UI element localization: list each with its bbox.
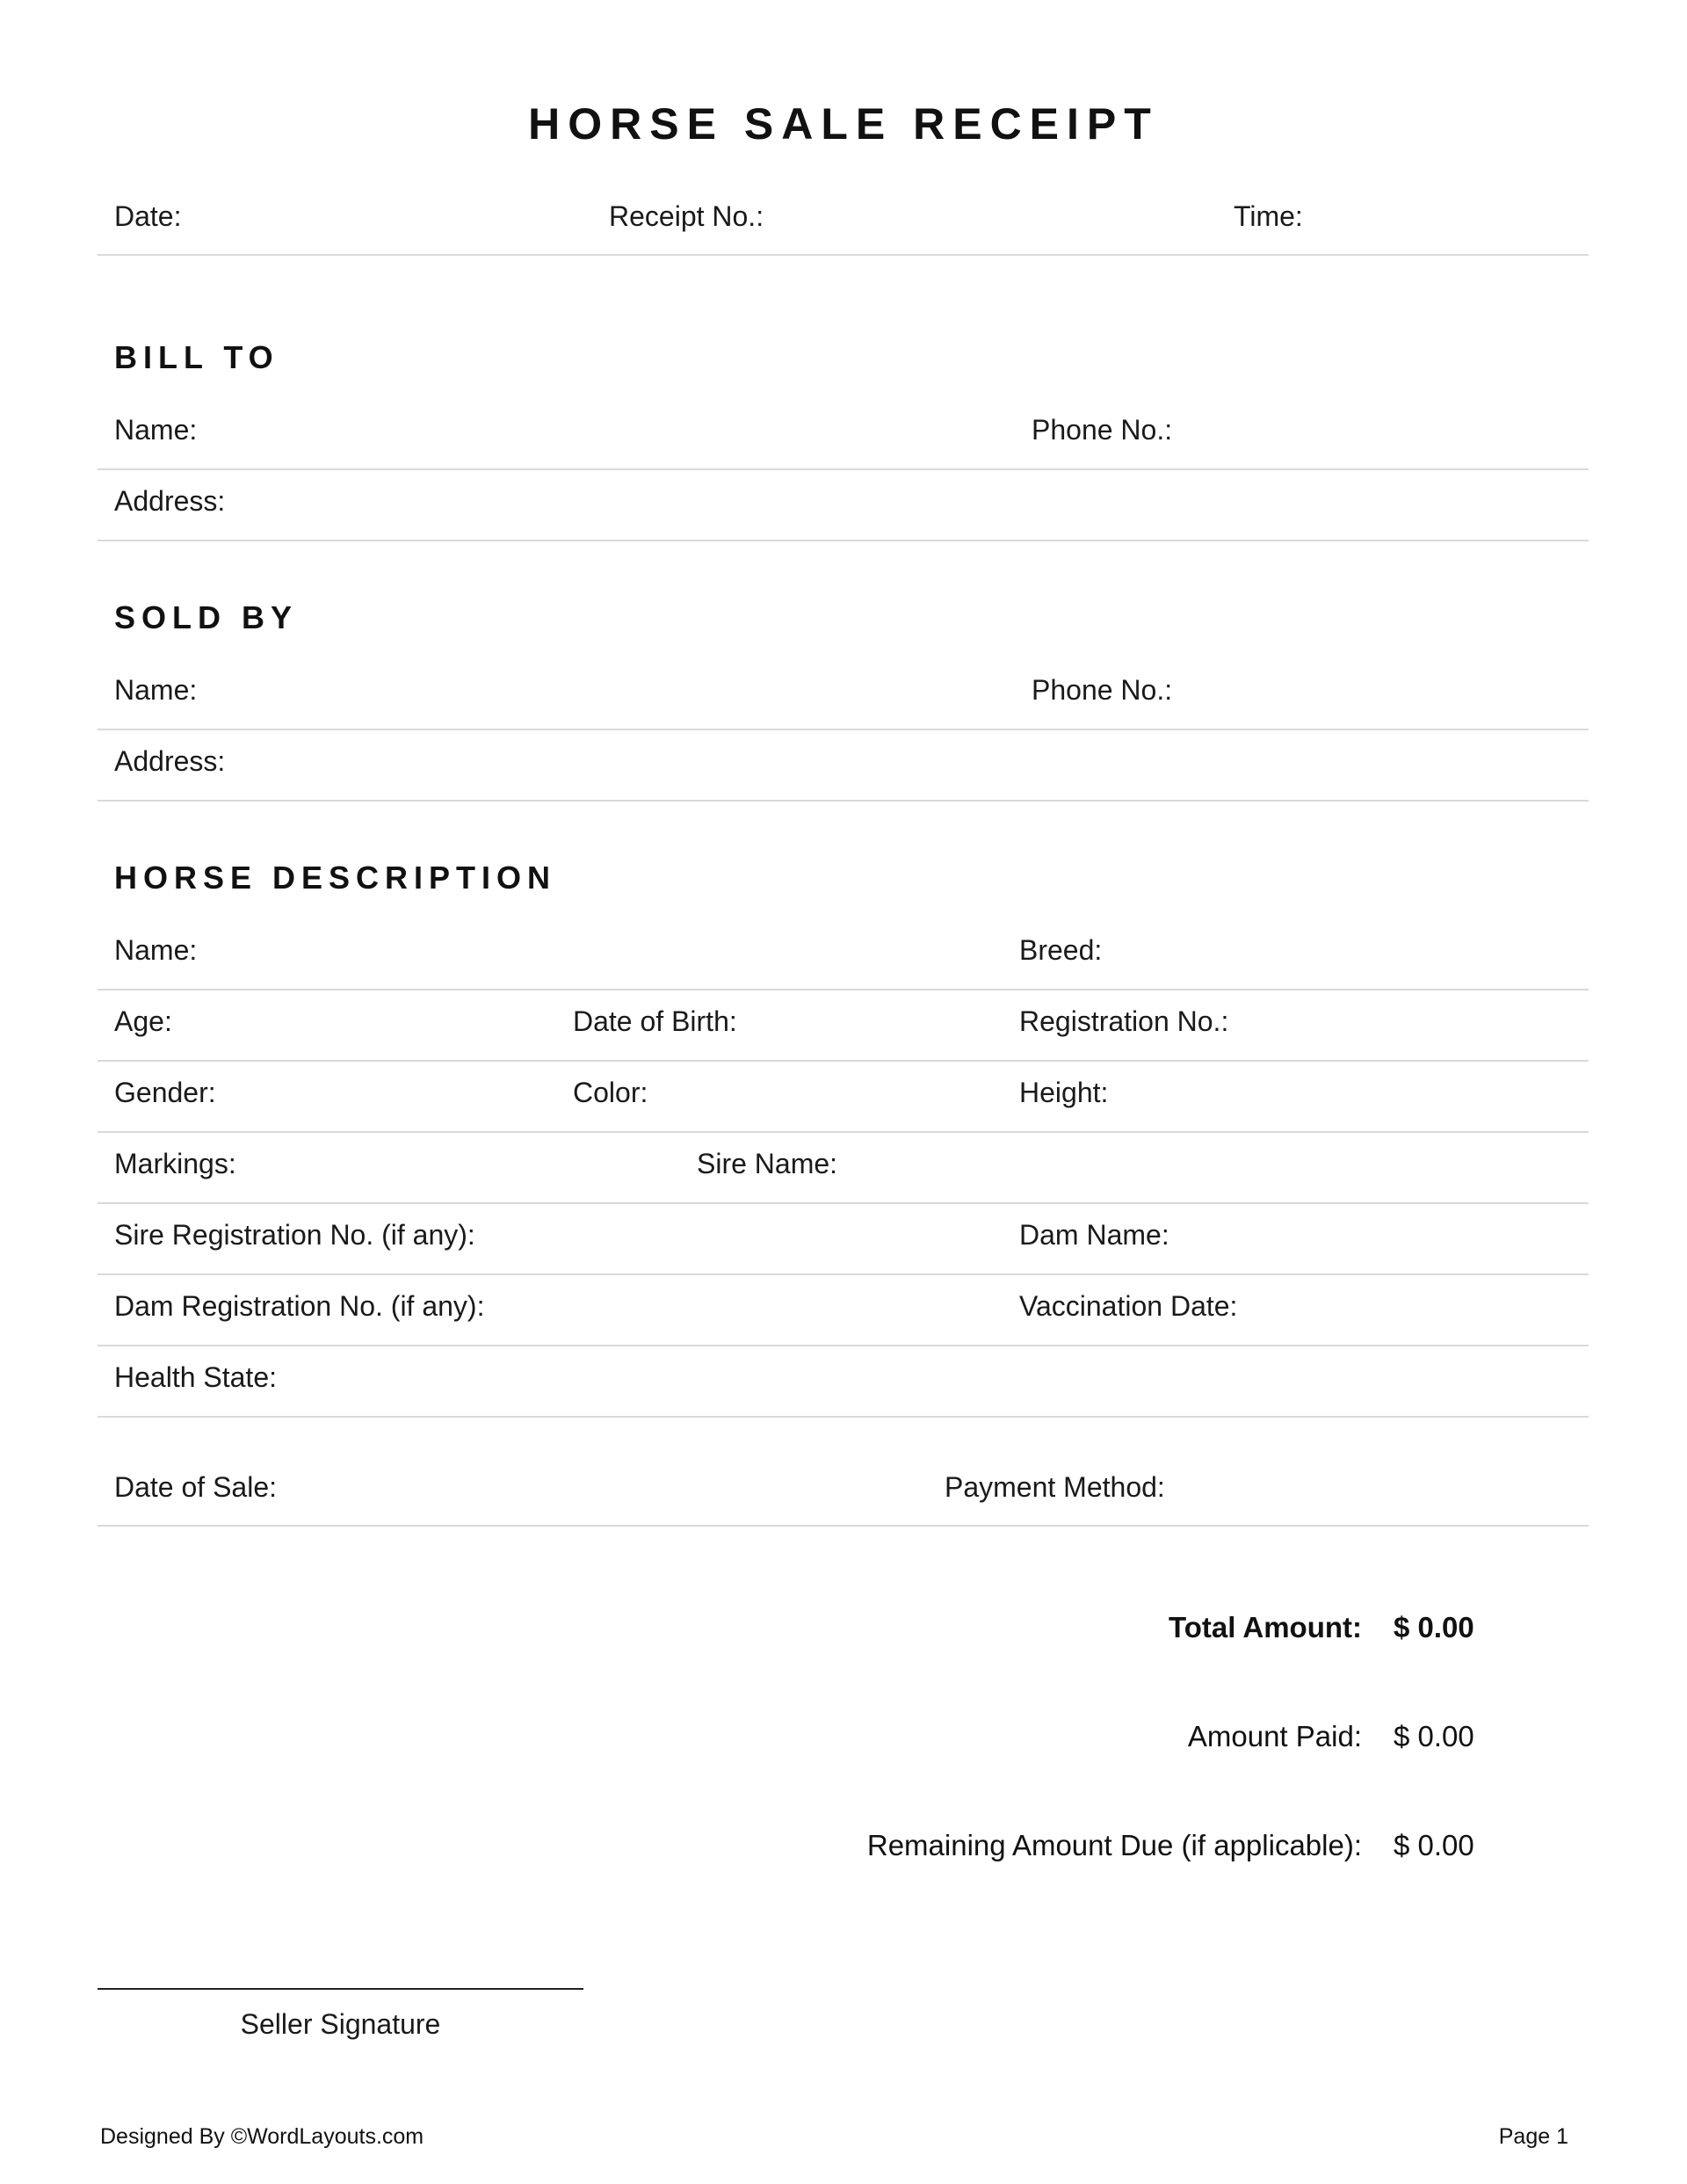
date-of-sale-label: Date of Sale: [114, 1471, 277, 1503]
amount-paid-value: $ 0.00 [1394, 1720, 1474, 1752]
horse-name-label: Name: [114, 934, 198, 966]
divider [98, 468, 1589, 470]
header-divider [98, 254, 1589, 256]
sold-by-phone-label: Phone No.: [1032, 674, 1173, 706]
divider [98, 1416, 1589, 1418]
seller-signature-label: Seller Signature [240, 2008, 441, 2040]
page-number: Page 1 [1498, 2124, 1568, 2149]
sold-by-address-label: Address: [114, 745, 226, 777]
signature-line [98, 1988, 583, 1990]
divider [98, 1525, 1589, 1527]
sold-by-name-label: Name: [114, 674, 198, 706]
date-label: Date: [114, 200, 182, 232]
remaining-amount-value: $ 0.00 [1394, 1829, 1474, 1861]
divider [98, 1131, 1589, 1133]
bill-to-heading: BILL TO [114, 339, 279, 375]
bill-to-phone-label: Phone No.: [1032, 414, 1173, 446]
markings-label: Markings: [114, 1148, 236, 1179]
age-label: Age: [114, 1005, 172, 1037]
vaccination-date-label: Vaccination Date: [1019, 1290, 1238, 1322]
divider [98, 1273, 1589, 1275]
total-amount-value: $ 0.00 [1394, 1611, 1474, 1643]
payment-method-label: Payment Method: [945, 1471, 1165, 1503]
sold-by-heading: SOLD BY [114, 599, 299, 635]
registration-no-label: Registration No.: [1019, 1005, 1229, 1037]
height-label: Height: [1019, 1077, 1109, 1108]
dam-registration-label: Dam Registration No. (if any): [114, 1290, 485, 1322]
divider [98, 540, 1589, 541]
time-label: Time: [1234, 200, 1303, 232]
date-of-birth-label: Date of Birth: [573, 1005, 737, 1037]
sire-registration-label: Sire Registration No. (if any): [114, 1219, 475, 1251]
divider [98, 1345, 1589, 1346]
receipt-no-label: Receipt No.: [609, 200, 764, 232]
divider [98, 800, 1589, 802]
divider [98, 1060, 1589, 1062]
divider [98, 989, 1589, 990]
amount-paid-label: Amount Paid: [1187, 1720, 1362, 1752]
gender-label: Gender: [114, 1077, 216, 1108]
horse-description-heading: HORSE DESCRIPTION [114, 860, 557, 896]
bill-to-address-label: Address: [114, 485, 226, 517]
footer-credit: Designed By ©WordLayouts.com [100, 2124, 424, 2149]
breed-label: Breed: [1019, 934, 1103, 966]
divider [98, 1202, 1589, 1204]
page-title: HORSE SALE RECEIPT [528, 99, 1159, 149]
divider [98, 729, 1589, 730]
health-state-label: Health State: [114, 1361, 277, 1393]
sire-name-label: Sire Name: [697, 1148, 838, 1179]
dam-name-label: Dam Name: [1019, 1219, 1169, 1251]
color-label: Color: [573, 1077, 648, 1108]
remaining-amount-label: Remaining Amount Due (if applicable): [866, 1829, 1362, 1861]
total-amount-label: Total Amount: [1169, 1611, 1362, 1643]
bill-to-name-label: Name: [114, 414, 198, 446]
